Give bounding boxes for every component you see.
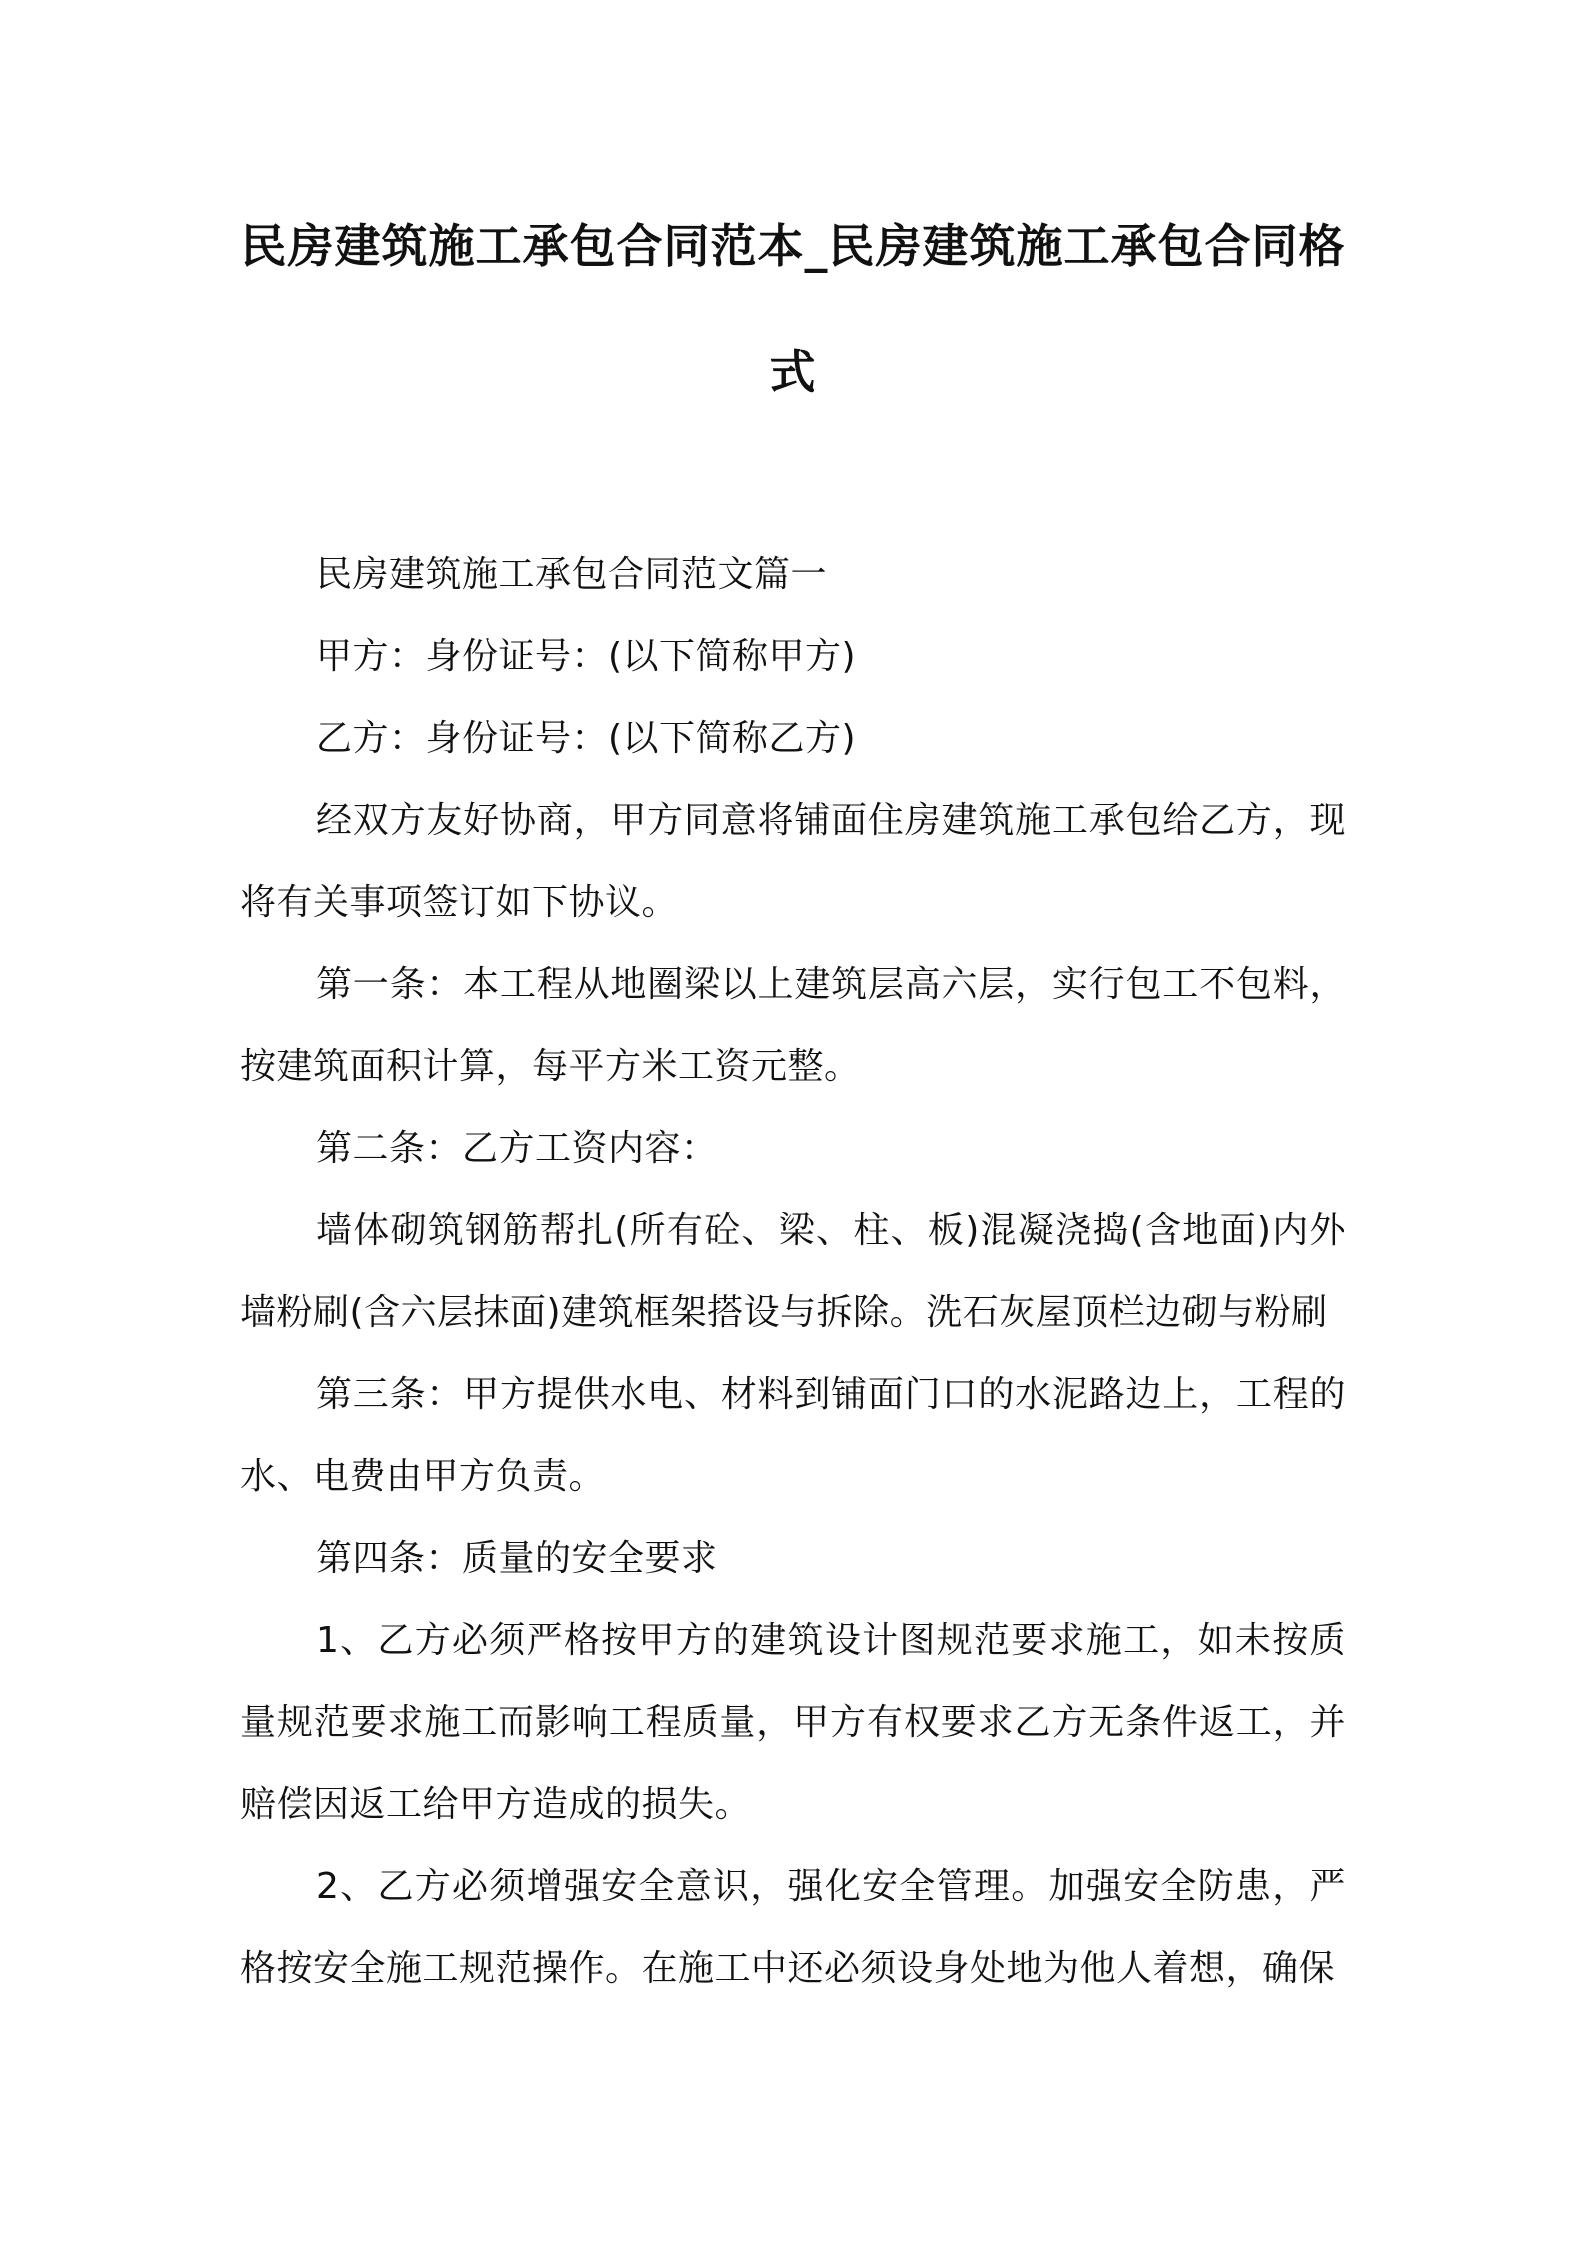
document-body — [240, 534, 1346, 2010]
article-2-content: 墙体砌筑钢筋帮扎(所有砼、梁、柱、板)混凝浇捣(含地面)内外墙粉刷(含六层抹面)建筑框架搭设与拆除。洗石灰屋顶栏边砌与粉刷 — [240, 1210, 1346, 1333]
document-title-line-2: 式 — [769, 345, 817, 399]
article-2-heading: 第二条：乙方工资内容： — [316, 1128, 718, 1169]
section-heading: 民房建筑施工承包合同范文篇一 — [316, 554, 828, 595]
document-title-line-1: 民房建筑施工承包合同范本_民房建筑施工承包合同格 — [240, 219, 1346, 273]
article-4-item-2: 2、乙方必须增强安全意识，强化安全管理。加强安全防患，严格按安全施工规范操作。在施工中还必须设身处地为他人着想，确保 — [240, 1866, 1346, 1989]
article-4-heading: 第四条：质量的安全要求 — [316, 1538, 718, 1579]
article-4-item-1: 1、乙方必须严格按甲方的建筑设计图规范要求施工，如未按质量规范要求施工而影响工程质量，甲方有权要求乙方无条件返工，并赔偿因返工给甲方造成的损失。 — [240, 1620, 1346, 1825]
party-b-line: 乙方：身份证号：(以下简称乙方) — [316, 718, 857, 759]
preamble-paragraph: 经双方友好协商，甲方同意将铺面住房建筑施工承包给乙方，现将有关事项签订如下协议。 — [240, 800, 1346, 923]
party-a-line: 甲方：身份证号：(以下简称甲方) — [316, 636, 857, 677]
article-1-paragraph: 第一条：本工程从地圈梁以上建筑层高六层，实行包工不包料，按建筑面积计算，每平方米工资元整。 — [240, 964, 1346, 1087]
article-3-paragraph: 第三条：甲方提供水电、材料到铺面门口的水泥路边上，工程的水、电费由甲方负责。 — [240, 1374, 1346, 1497]
